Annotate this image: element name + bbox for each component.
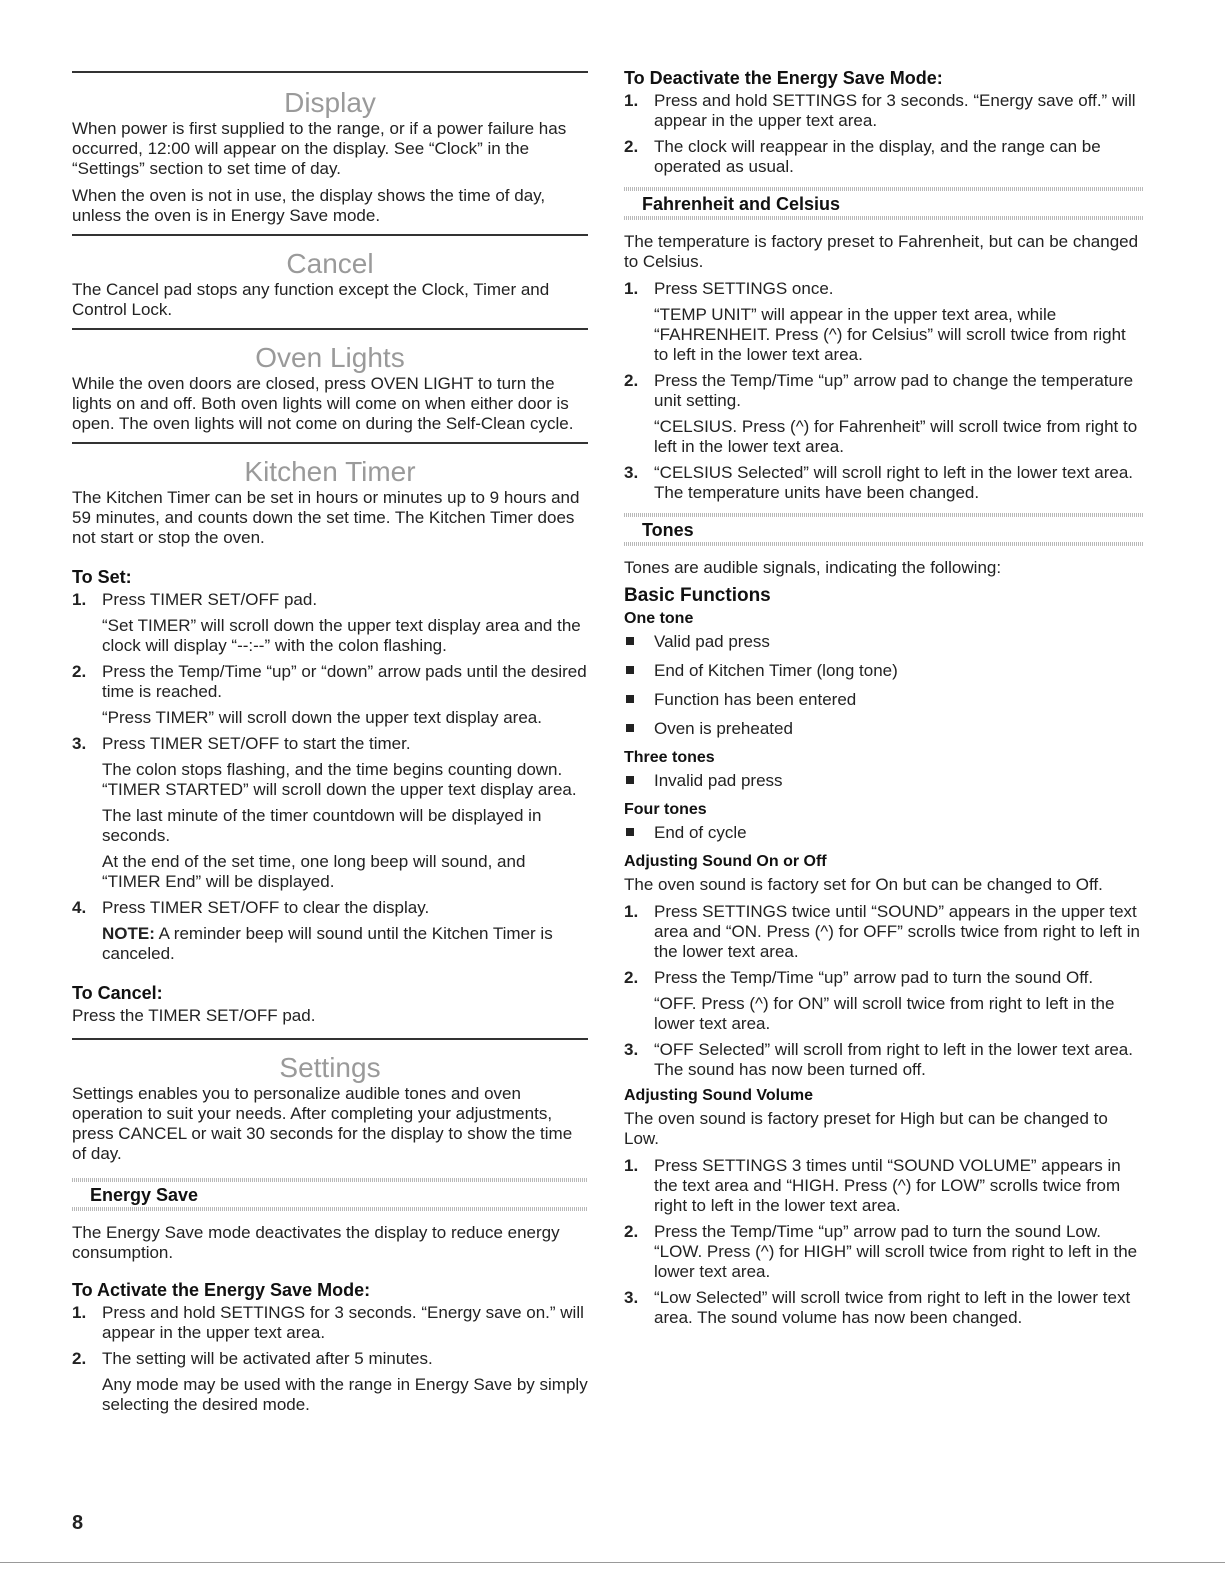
deactivate-heading: To Deactivate the Energy Save Mode: (624, 68, 943, 88)
four-tones-list (624, 823, 1144, 843)
step-number: 1. (72, 590, 87, 609)
volume-paragraph: The oven sound is factory preset for High but can be changed to Low. (624, 1109, 1108, 1148)
step-text: Press TIMER SET/OFF to clear the display. (102, 898, 430, 917)
step-text: The setting will be activated after 5 minutes. (102, 1349, 433, 1368)
volume-heading: Adjusting Sound Volume (624, 1087, 814, 1104)
step-number: 2. (624, 371, 639, 390)
one-tone-list (624, 632, 1144, 739)
step-text: Press and hold SETTINGS for 3 seconds. “Energy save on.” will appear in the upper text area. (102, 1303, 584, 1342)
kitchen-timer-note (72, 924, 588, 964)
step-text: Press TIMER SET/OFF pad. (102, 590, 318, 609)
activate-heading: To Activate the Energy Save Mode: (72, 1280, 371, 1300)
step-item (624, 1156, 1144, 1216)
step-text: “CELSIUS. Press (^) for Fahrenheit” will scroll twice from right to left in the lower text area. (654, 417, 1138, 456)
step-item (72, 662, 588, 728)
section-rule (72, 442, 588, 444)
step-text: “CELSIUS Selected” will scroll right to left in the lower text area. The temperature units have been changed. (654, 463, 1134, 502)
step-text: “TEMP UNIT” will appear in the upper text area, while “FAHRENHEIT. Press (^) for Celsius” will scroll twice from right to left in the lower text area. (654, 305, 1126, 364)
bullet-item: End of cycle (624, 823, 1144, 843)
note-label: NOTE: (102, 924, 155, 943)
fahrenheit-paragraph: The temperature is factory preset to Fahrenheit, but can be changed to Celsius. (624, 232, 1139, 271)
step-item (72, 734, 588, 892)
tones-band (624, 513, 1144, 546)
step-text: Press the Temp/Time “up” arrow pad to change the temperature unit setting. (654, 371, 1134, 410)
to-set-heading: To Set: (72, 567, 132, 587)
display-paragraph: When power is first supplied to the range, or if a power failure has occurred, 12:00 will appear on the display. See “Clock” in the “Settings” section to set time of day. (72, 119, 567, 178)
step-item (72, 1303, 588, 1343)
step-item (624, 1040, 1144, 1080)
step-item (72, 898, 588, 918)
page-number: 8 (72, 1512, 84, 1534)
step-item (624, 902, 1144, 962)
fahrenheit-heading: Fahrenheit and Celsius (642, 194, 841, 214)
volume-steps (624, 1156, 1144, 1328)
to-cancel-heading: To Cancel: (72, 983, 163, 1003)
cancel-heading: Cancel (286, 248, 374, 279)
step-number: 2. (624, 968, 639, 987)
sound-onoff-steps (624, 902, 1144, 1080)
right-column (624, 0, 1144, 1334)
step-item (624, 371, 1144, 457)
deactivate-steps (624, 91, 1144, 177)
step-text: The colon stops flashing, and the time begins counting down. “TIMER STARTED” will scroll down the upper text display area. (102, 760, 577, 799)
left-column (72, 0, 588, 1421)
display-heading: Display (284, 87, 376, 118)
energy-save-heading: Energy Save (90, 1185, 199, 1205)
step-item (624, 279, 1144, 365)
tones-paragraph: Tones are audible signals, indicating the following: (624, 558, 1002, 577)
step-text: “OFF Selected” will scroll from right to left in the lower text area. The sound has now been turned off. (654, 1040, 1133, 1079)
tones-heading: Tones (642, 520, 694, 540)
step-number: 3. (72, 734, 87, 753)
step-number: 2. (72, 1349, 87, 1368)
step-number: 3. (624, 463, 639, 482)
to-cancel-text: Press the TIMER SET/OFF pad. (72, 1006, 316, 1025)
one-tone-heading: One tone (624, 610, 694, 627)
bullet-item: Oven is preheated (624, 719, 1144, 739)
step-number: 1. (624, 279, 639, 298)
bullet-item: Invalid pad press (624, 771, 1144, 791)
step-item (624, 968, 1144, 1034)
basic-functions-heading: Basic Functions (624, 585, 771, 606)
step-text: Any mode may be used with the range in Energy Save by simply selecting the desired mode. (102, 1375, 588, 1414)
step-text: Press TIMER SET/OFF to start the timer. (102, 734, 411, 753)
section-rule (72, 234, 588, 236)
step-text: “Set TIMER” will scroll down the upper text display area and the clock will display “--:--” with the colon flashing. (102, 616, 581, 655)
oven-lights-paragraph: While the oven doors are closed, press OVEN LIGHT to turn the lights on and off. Both oven lights will come on when either door is open. The oven lights will not come on during the Self-Clean cycle. (72, 374, 574, 433)
step-number: 2. (624, 137, 639, 156)
step-text: Press the Temp/Time “up” arrow pad to turn the sound Off. (654, 968, 1094, 987)
display-paragraph: When the oven is not in use, the display shows the time of day, unless the oven is in Energy Save mode. (72, 186, 546, 225)
step-item (624, 463, 1144, 503)
step-text: Press the Temp/Time “up” or “down” arrow pads until the desired time is reached. (102, 662, 587, 701)
step-text: “Press TIMER” will scroll down the upper text display area. (102, 708, 542, 727)
step-number: 2. (624, 1222, 639, 1241)
step-item (624, 1222, 1144, 1282)
kitchen-timer-paragraph: The Kitchen Timer can be set in hours or minutes up to 9 hours and 59 minutes, and counts down the set time. The Kitchen Timer does not start or stop the oven. (72, 488, 580, 547)
step-number: 2. (72, 662, 87, 681)
step-number: 1. (72, 1303, 87, 1322)
fahrenheit-band (624, 187, 1144, 220)
step-item (624, 137, 1144, 177)
step-text: “OFF. Press (^) for ON” will scroll twice from right to left in the lower text area. (654, 994, 1115, 1033)
energy-save-paragraph: The Energy Save mode deactivates the display to reduce energy consumption. (72, 1223, 560, 1262)
step-text: “Low Selected” will scroll twice from right to left in the lower text area. The sound volume has now been changed. (654, 1288, 1131, 1327)
step-text: At the end of the set time, one long beep will sound, and “TIMER End” will be displayed. (102, 852, 526, 891)
three-tones-heading: Three tones (624, 749, 715, 766)
three-tones-list (624, 771, 1144, 791)
kitchen-timer-heading: Kitchen Timer (244, 456, 416, 487)
kitchen-timer-steps (72, 590, 588, 918)
step-number: 1. (624, 91, 639, 110)
settings-heading: Settings (279, 1052, 381, 1083)
bullet-item: End of Kitchen Timer (long tone) (624, 661, 1144, 681)
step-item (624, 1288, 1144, 1328)
section-rule (72, 71, 588, 73)
bullet-item: Valid pad press (624, 632, 1144, 652)
oven-lights-heading: Oven Lights (255, 342, 405, 373)
four-tones-heading: Four tones (624, 801, 707, 818)
step-number: 4. (72, 898, 87, 917)
step-text: Press and hold SETTINGS for 3 seconds. “Energy save off.” will appear in the upper text area. (654, 91, 1136, 130)
step-item (72, 590, 588, 656)
step-text: The last minute of the timer countdown will be displayed in seconds. (102, 806, 542, 845)
activate-steps (72, 1303, 588, 1415)
note-text: A reminder beep will sound until the Kitchen Timer is canceled. (102, 924, 553, 963)
page-bottom-rule (0, 1562, 1225, 1563)
section-rule (72, 328, 588, 330)
step-text: The clock will reappear in the display, and the range can be operated as usual. (654, 137, 1101, 176)
step-item (624, 91, 1144, 131)
step-number: 3. (624, 1288, 639, 1307)
bullet-item: Function has been entered (624, 690, 1144, 710)
sound-onoff-paragraph: The oven sound is factory set for On but can be changed to Off. (624, 875, 1103, 894)
cancel-paragraph: The Cancel pad stops any function except the Clock, Timer and Control Lock. (72, 280, 550, 319)
step-number: 1. (624, 902, 639, 921)
step-number: 1. (624, 1156, 639, 1175)
energy-save-band (72, 1178, 588, 1211)
step-item (72, 1349, 588, 1415)
step-number: 3. (624, 1040, 639, 1059)
step-text: Press the Temp/Time “up” arrow pad to turn the sound Low. “LOW. Press (^) for HIGH” will scroll twice from right to left in the lower text area. (654, 1222, 1138, 1281)
step-text: Press SETTINGS twice until “SOUND” appears in the upper text area and “ON. Press (^) for OFF” scrolls twice from right to left in the lower text area. (654, 902, 1140, 961)
step-text: Press SETTINGS once. (654, 279, 834, 298)
section-rule (72, 1038, 588, 1040)
fahrenheit-steps (624, 279, 1144, 503)
settings-paragraph: Settings enables you to personalize audible tones and oven operation to suit your needs. After completing your adjustments, press CANCEL or wait 30 seconds for the display to show the time of day. (72, 1084, 573, 1163)
sound-onoff-heading: Adjusting Sound On or Off (624, 853, 827, 870)
step-text: Press SETTINGS 3 times until “SOUND VOLUME” appears in the text area and “HIGH. Press (^) for LOW” scrolls twice from right to left in the lower text area. (654, 1156, 1121, 1215)
